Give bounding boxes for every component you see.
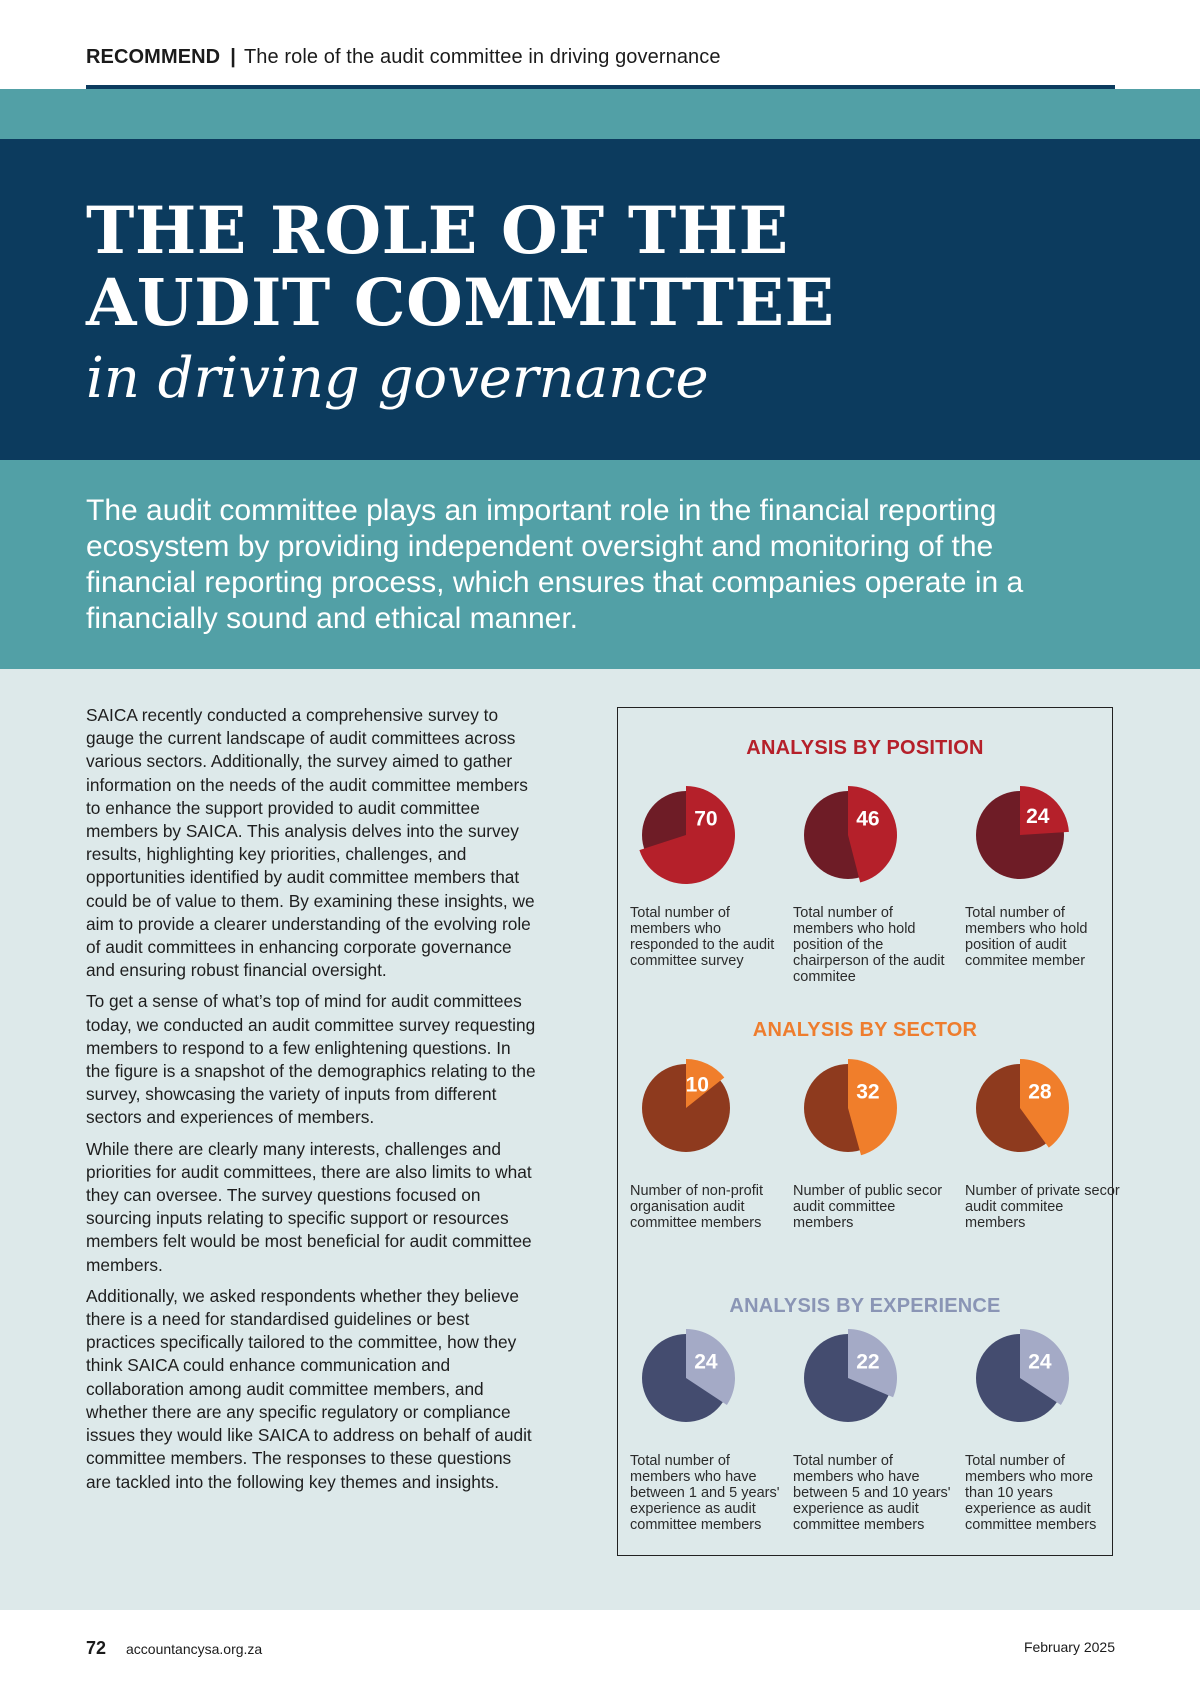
pie-value-label: 46: [856, 807, 880, 831]
running-header: [86, 46, 721, 69]
article-body: [86, 704, 536, 1502]
header-section-label: RECOMMEND: [86, 46, 221, 68]
page-title: THE ROLE OF THE AUDIT COMMITTEE: [86, 193, 835, 341]
pie-value-label: 10: [685, 1073, 709, 1097]
header-title: The role of the audit committee in driving governance: [243, 46, 721, 68]
body-area: [0, 669, 1200, 1610]
survey-infographic: [617, 707, 1120, 1556]
infographic-title-sector: ANALYSIS BY SECTOR: [752, 1019, 978, 1041]
pie-value-label: 24: [1026, 805, 1050, 829]
pie-chart-position-1: [626, 775, 746, 895]
pie-chart-position-2: [788, 775, 908, 895]
infographic-title-experience: ANALYSIS BY EXPERIENCE: [729, 1295, 1001, 1317]
pie-caption: Total number of members who hold position of audit commitee member: [965, 905, 1088, 969]
pie-chart-sector-1: [626, 1048, 746, 1168]
pie-chart-sector-2: [788, 1048, 908, 1168]
pie-caption: Number of public secor audit committee members: [793, 1183, 943, 1231]
pie-caption: Total number of members who have between 1 and 5 years' experience as audit committee members: [630, 1453, 780, 1533]
article-paragraph: SAICA recently conducted a comprehensive survey to gauge the current landscape of audit committees across various sectors. Additionally, the survey aimed to gather information on the needs of the audit committee members to enhance the support provided to audit committee members by SAICA. This analysis delves into the survey results, highlighting key priorities, challenges, and opportunities identified by audit committee members that could be of value to them. By examining these insights, we aim to provide a clearer understanding of the evolving role of audit committees in enhancing corporate governance and ensuring robust financial oversight.: [86, 705, 535, 981]
hero-banner: [0, 139, 1200, 460]
pie-value-label: 32: [856, 1080, 880, 1104]
footer-site: accountancysa.org.za: [126, 1641, 263, 1657]
pie-chart-experience-2: [788, 1318, 908, 1438]
pie-caption: Total number of members who more than 10 years experience as audit committee members: [965, 1453, 1097, 1533]
article-paragraph: Additionally, we asked respondents whether they believe there is a need for standardised guidelines or best practices specifically tailored to the committee, how they think SAICA could enhance communication and collaboration among audit committee members, and whether there are any specific regulatory or compliance issues they would like SAICA to address on behalf of audit committee members. The responses to these questions are tackled into the following key themes and insights.: [86, 1285, 532, 1492]
pie-value-label: 28: [1028, 1080, 1052, 1104]
pie-chart-experience-3: [960, 1318, 1080, 1438]
pie-caption: Total number of members who responded to the audit committee survey: [630, 905, 775, 969]
article-paragraph: While there are clearly many interests, challenges and priorities for audit committees, there are also limits to what they can oversee. The survey questions focused on sourcing inputs relating to specific support or resources members felt would be most beneficial for audit committee members.: [86, 1138, 532, 1275]
pie-caption: Total number of members who have between 5 and 10 years' experience as audit committee members: [793, 1453, 951, 1533]
pie-chart-sector-3: [960, 1048, 1080, 1168]
page-subtitle: in driving governance: [86, 346, 709, 411]
header-separator: |: [230, 46, 236, 68]
page-number: 72: [86, 1638, 107, 1658]
pie-value-label: 24: [694, 1350, 718, 1374]
footer-date: February 2025: [1023, 1639, 1115, 1655]
pie-chart-experience-1: [626, 1318, 746, 1438]
pie-chart-position-3: [960, 775, 1080, 895]
intro-band: [0, 460, 1200, 669]
article-paragraph: To get a sense of what’s top of mind for audit committees today, we conducted an audit committee survey requesting members to respond to a few enlightening questions. In the figure is a snapshot of the demographics relating to the survey, showcasing the variety of inputs from different sectors and experiences of members.: [86, 991, 536, 1128]
pie-caption: Number of non-profit organisation audit committee members: [630, 1183, 763, 1231]
infographic-title-position: ANALYSIS BY POSITION: [746, 737, 984, 759]
pie-value-label: 70: [694, 807, 718, 831]
pie-caption: Number of private secor audit commitee members: [965, 1183, 1120, 1231]
pie-caption: Total number of members who hold position of the chairperson of the audit commitee: [793, 905, 945, 985]
teal-band: [0, 89, 1200, 139]
intro-standfirst: The audit committee plays an important role in the financial reporting ecosystem by providing independent oversight and monitoring of the financial reporting process, which ensures that companies operate in a financially sound and ethical manner.: [86, 494, 1024, 635]
pie-value-label: 24: [1028, 1350, 1052, 1374]
pie-value-label: 22: [856, 1350, 880, 1374]
